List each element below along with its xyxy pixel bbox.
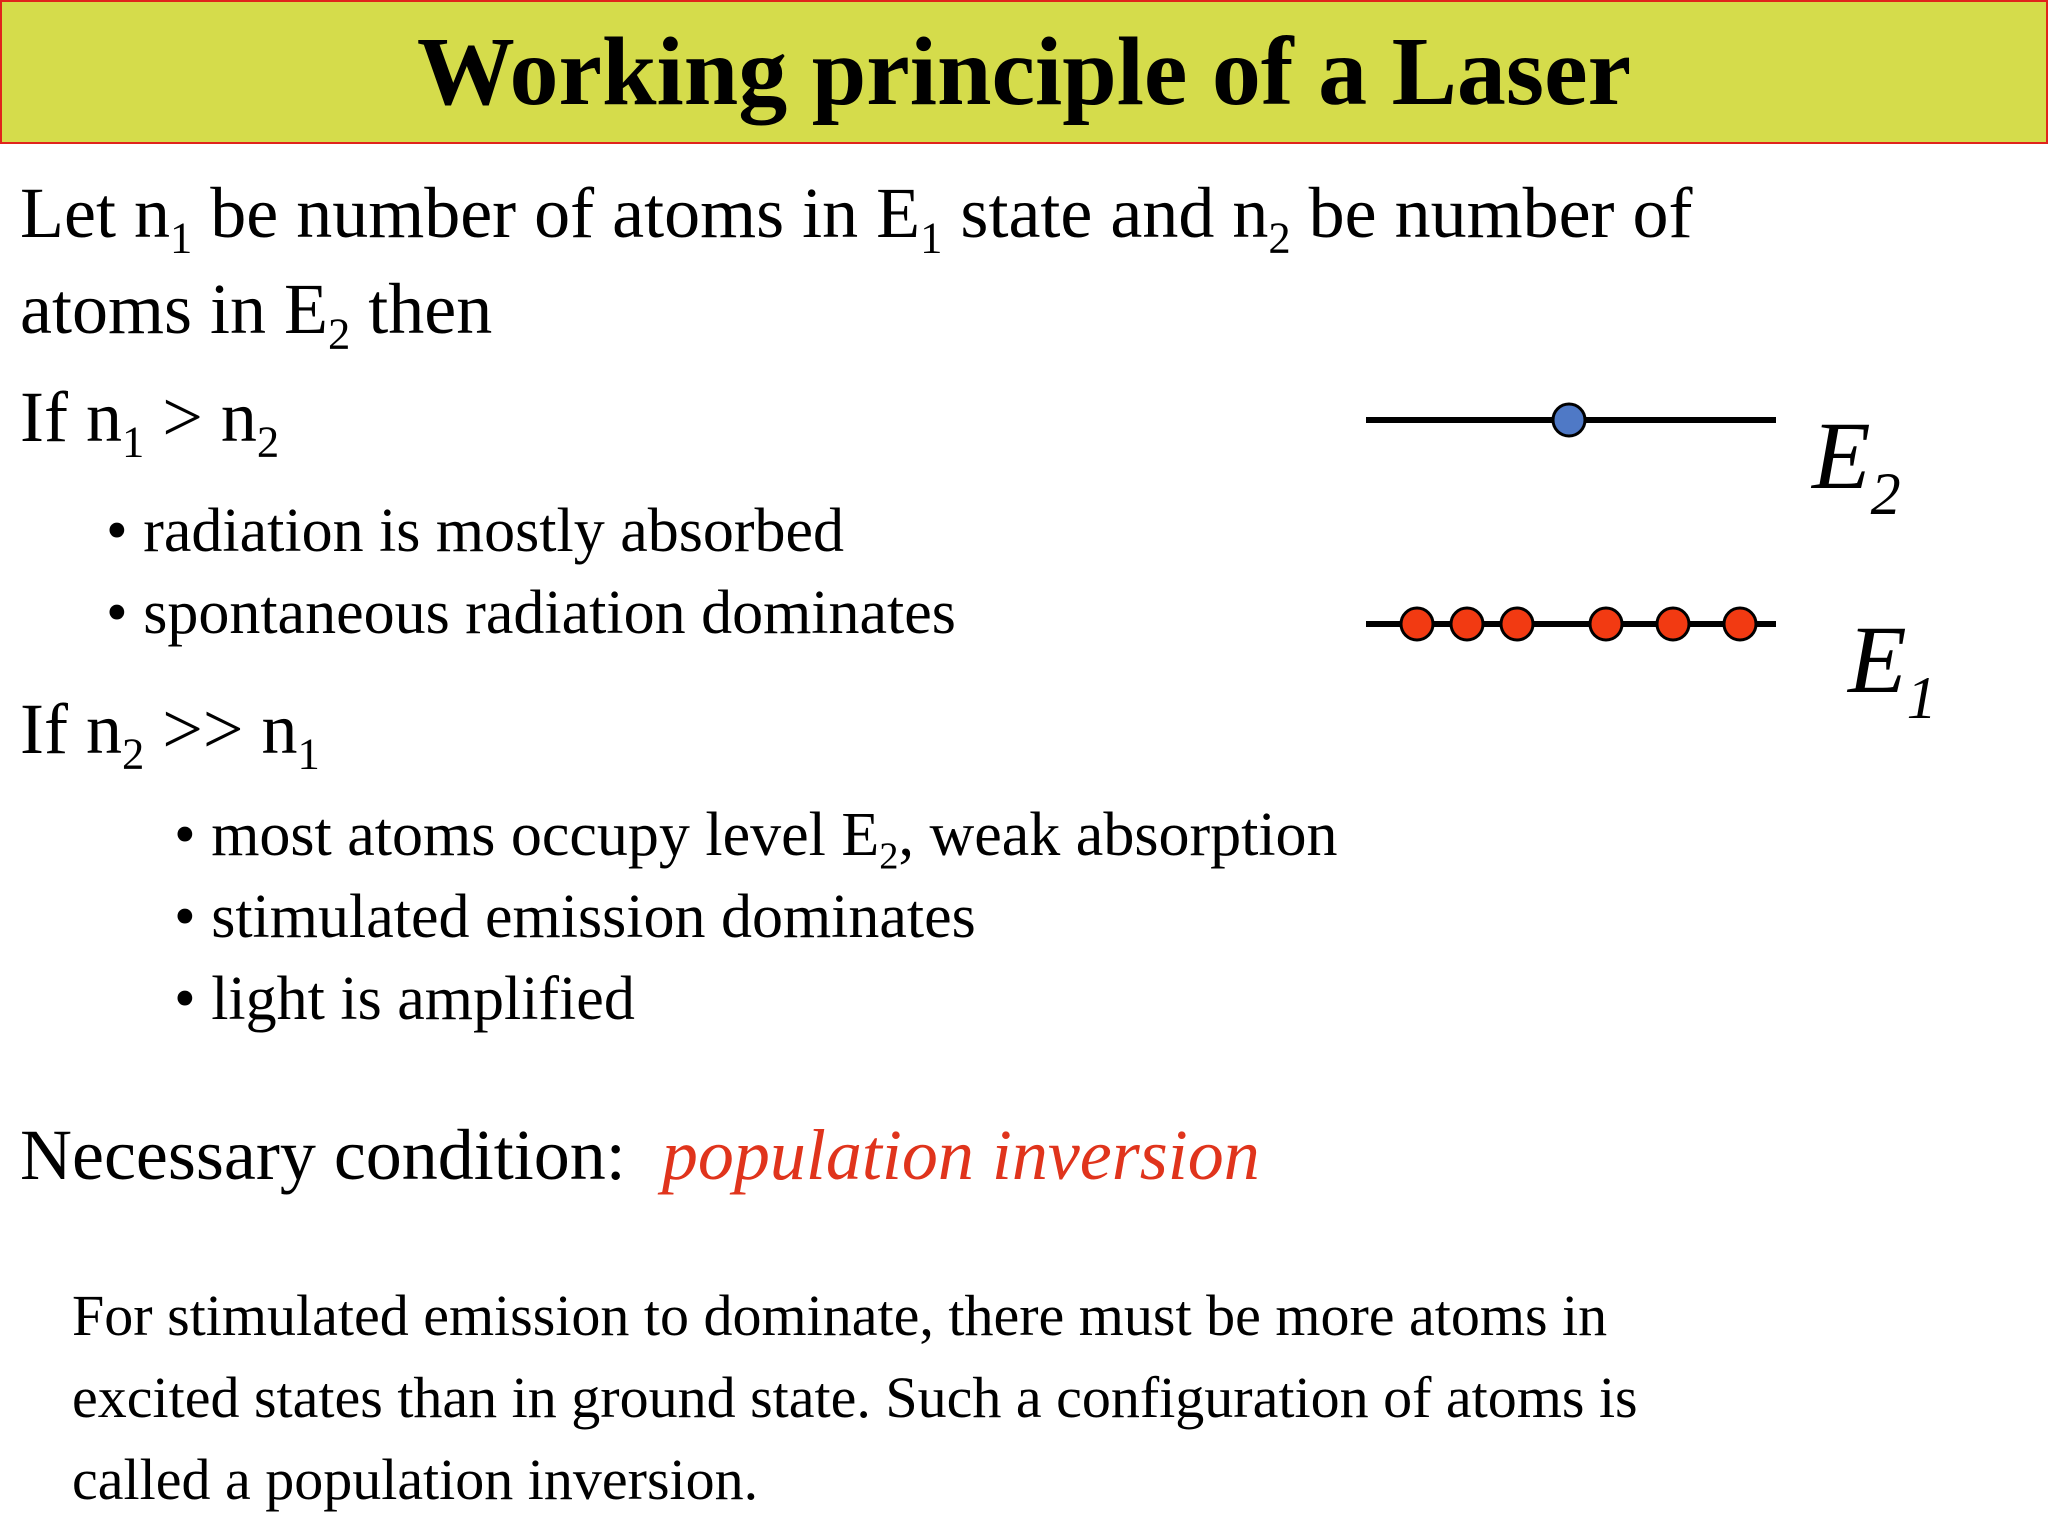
explanation-line-2: excited states than in ground state. Such a configuration of atoms is: [72, 1365, 1638, 1430]
subscript: 2: [879, 835, 899, 878]
intro-line-1: [20, 172, 1693, 263]
case2-heading: [20, 688, 320, 779]
case2-bullet-1: [174, 800, 1338, 878]
slide-title: Working principle of a Laser: [416, 18, 1632, 126]
subscript: 2: [256, 416, 280, 467]
case-text: >> n: [144, 689, 298, 769]
subscript: 1: [920, 212, 943, 263]
intro-text: be number of: [1290, 173, 1693, 253]
case1-bullet-1: • radiation is mostly absorbed: [106, 497, 845, 565]
subscript: 2: [1268, 212, 1291, 263]
energy-level-diagram: [1340, 380, 1980, 720]
case-text: If n: [20, 689, 122, 769]
case2-bullet-3: • light is amplified: [174, 965, 635, 1033]
ground-atom: [1451, 608, 1483, 640]
intro-text: state and n: [942, 173, 1269, 253]
case1-bullet-2: • spontaneous radiation dominates: [106, 579, 956, 647]
upper-level-label: $E_2$: [1812, 402, 1901, 527]
condition-label: Necessary condition:: [20, 1115, 626, 1195]
subscript: 2: [121, 728, 145, 779]
ground-atom: [1657, 608, 1689, 640]
condition-value: population inversion: [661, 1115, 1260, 1195]
bullet-text: , weak absorption: [898, 801, 1338, 869]
subscript: 2: [327, 308, 351, 359]
title-bar: [0, 0, 2048, 144]
explanation-line-1: For stimulated emission to dominate, there must be more atoms in: [72, 1283, 1608, 1348]
ground-atom: [1501, 608, 1533, 640]
case-text: If n: [20, 377, 122, 457]
excited-atom: [1553, 404, 1585, 436]
subscript: 1: [169, 212, 193, 263]
intro-text: Let n: [20, 173, 170, 253]
ground-atom: [1724, 608, 1756, 640]
ground-atom: [1401, 608, 1433, 640]
bullet-text: • most atoms occupy level E: [174, 801, 880, 869]
subscript: 1: [121, 416, 145, 467]
necessary-condition: [20, 1114, 1260, 1197]
explanation-line-3: called a population inversion.: [72, 1447, 759, 1512]
intro-text: then: [350, 269, 493, 349]
intro-text: atoms in E: [20, 269, 328, 349]
subscript: 1: [297, 728, 320, 779]
upper-atoms: [1553, 404, 1585, 436]
intro-text: be number of atoms in E: [192, 173, 921, 253]
lower-level-label: $E_1$: [1848, 606, 1937, 720]
case-text: > n: [144, 377, 257, 457]
intro-line-2: [20, 268, 493, 359]
case1-heading: [20, 376, 280, 467]
case2-bullet-2: • stimulated emission dominates: [174, 883, 976, 951]
ground-atom: [1590, 608, 1622, 640]
